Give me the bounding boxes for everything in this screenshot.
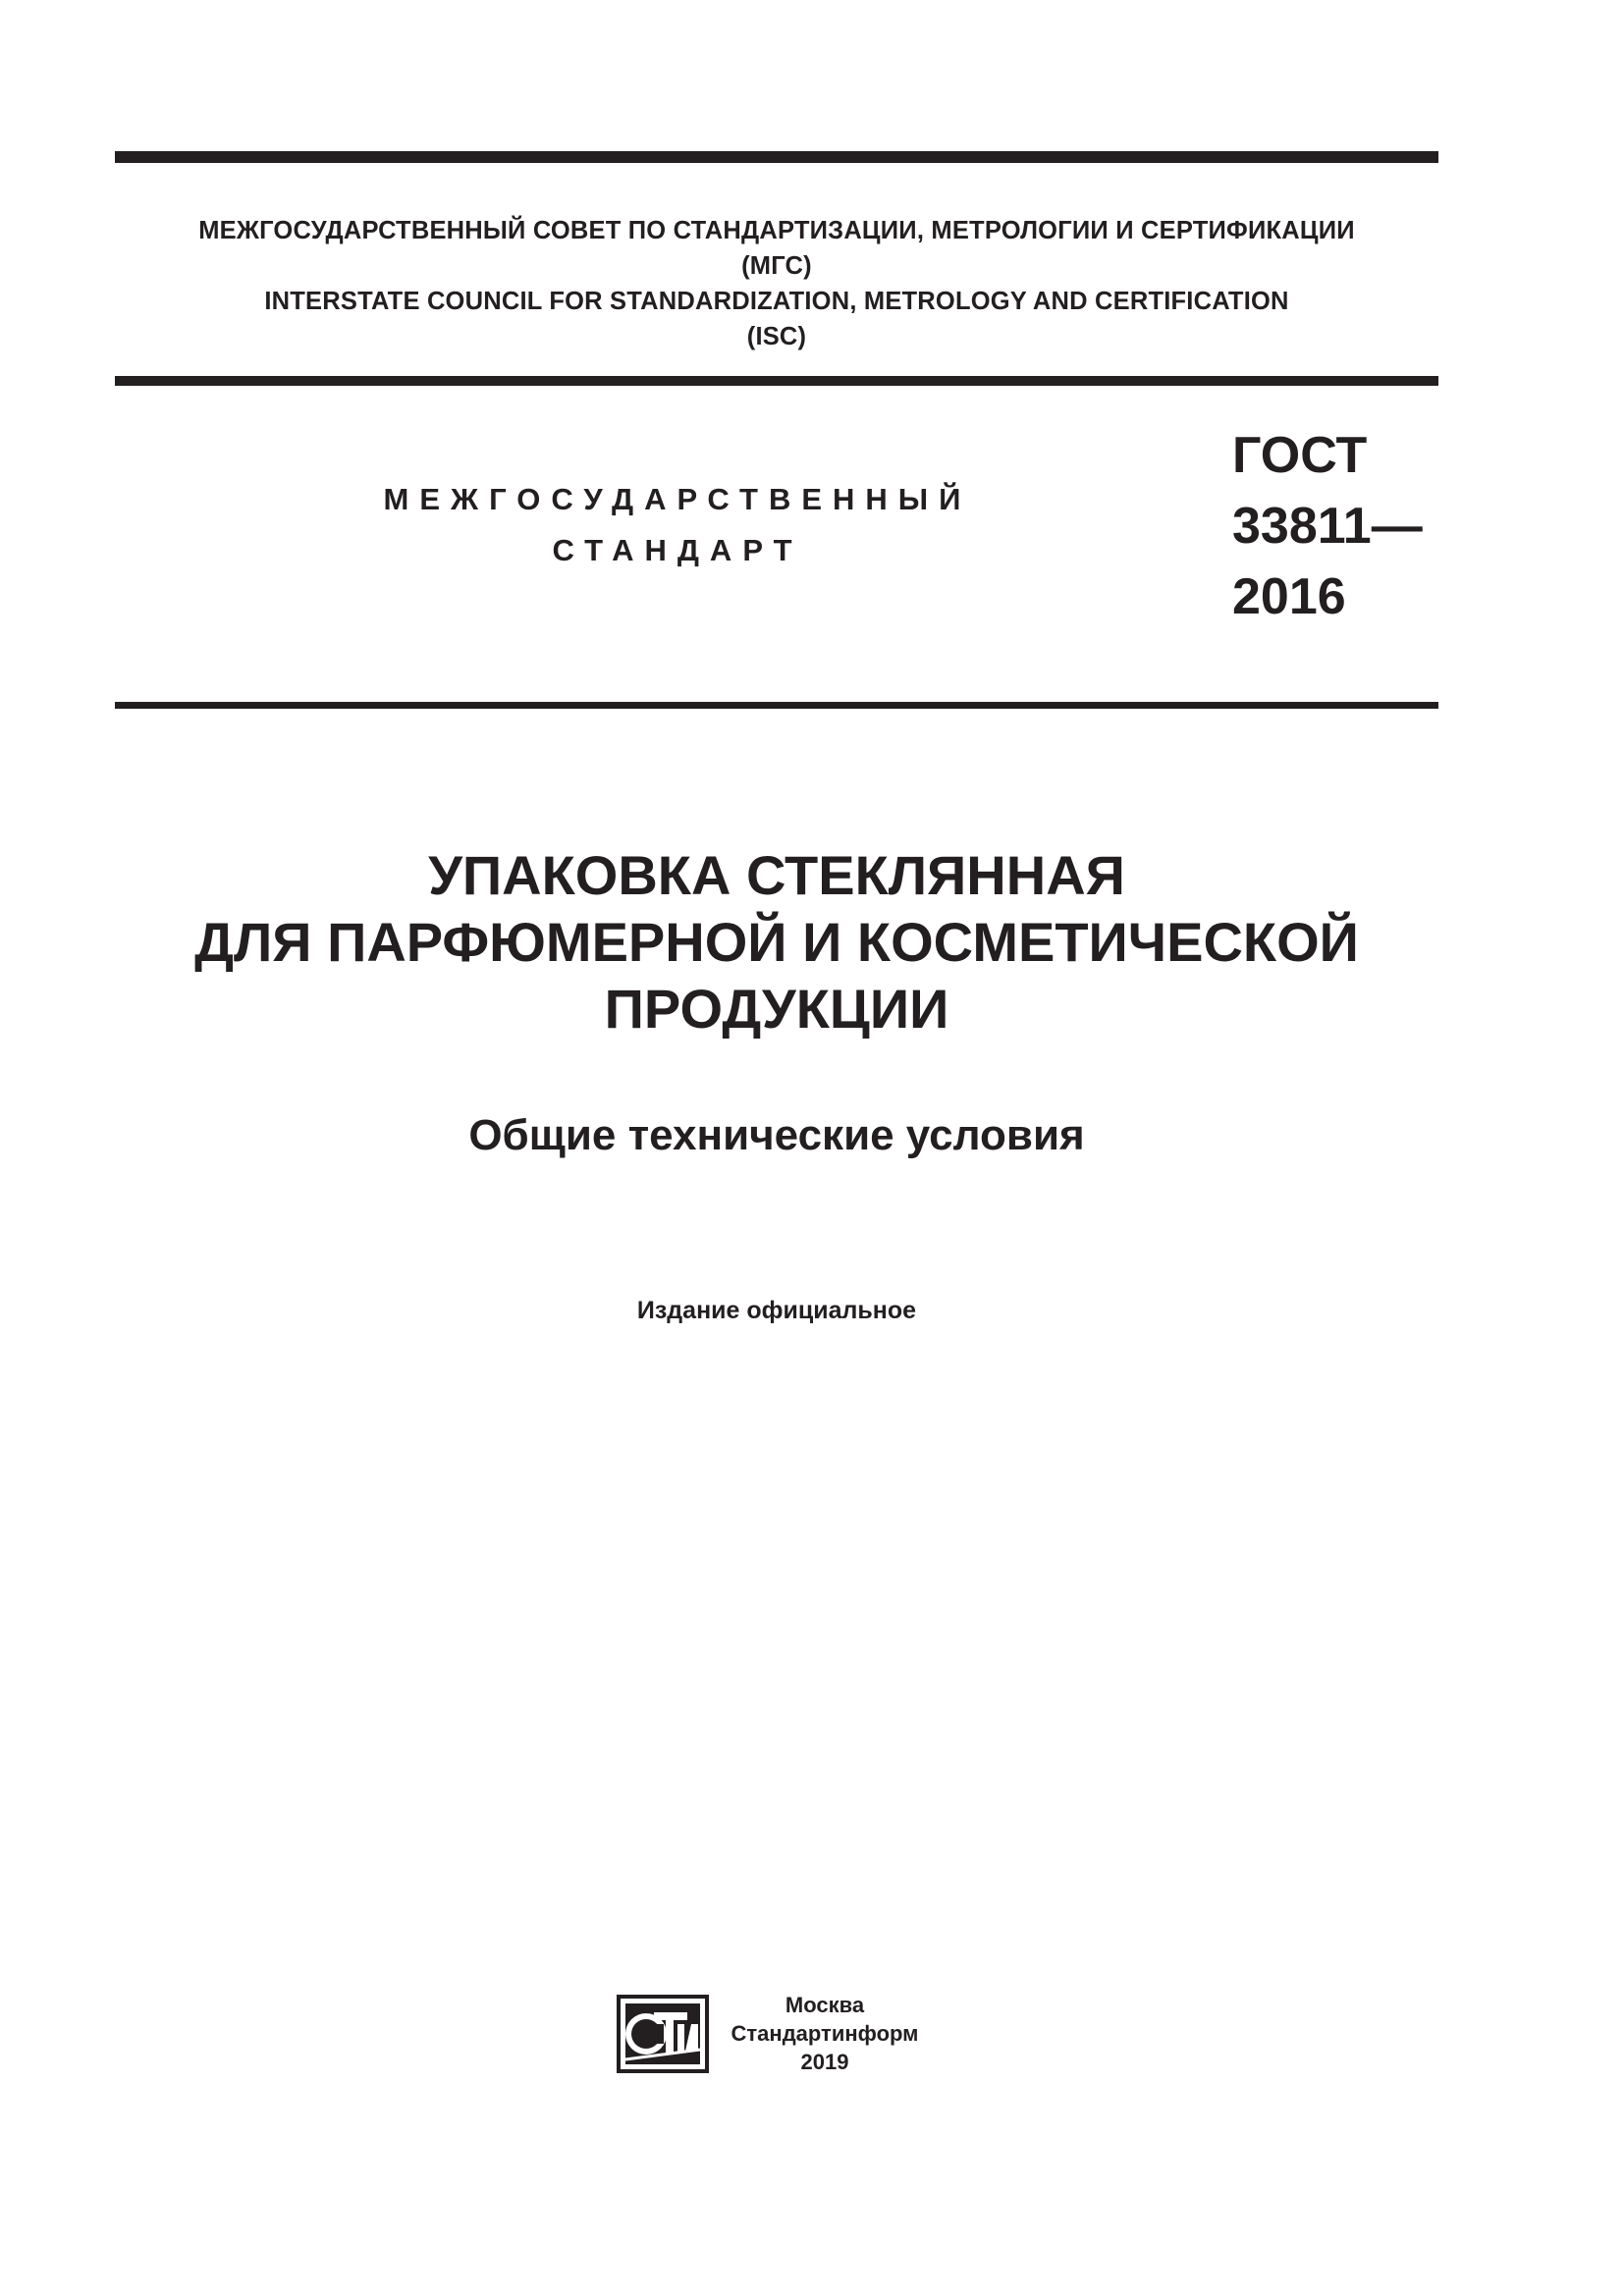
document-title [115,842,1438,1042]
designation-rule [115,702,1438,709]
council-name-en: INTERSTATE COUNCIL FOR STANDARDIZATION, METROLOGY AND CERTIFICATION [264,288,1289,315]
top-rule [115,151,1438,163]
document-subtitle: Общие технические условия [468,1111,1085,1159]
title-line2: ДЛЯ ПАРФЮМЕРНОЙ И КОСМЕТИЧЕСКОЙ [194,911,1359,973]
designation-prefix: ГОСТ [1232,427,1368,484]
standard-type-line1: МЕЖГОСУДАРСТВЕННЫЙ [383,482,972,516]
publisher-year: 2019 [800,2050,849,2074]
publisher-imprint [727,1991,923,2076]
council-abbr-ru: (МГС) [741,252,812,280]
standard-type-line2: СТАНДАРТ [552,533,803,567]
standard-designation [1232,420,1423,632]
standartinform-logo-icon [617,1995,709,2073]
council-header [115,213,1438,354]
title-line1: УПАКОВКА СТЕКЛЯННАЯ [428,844,1125,906]
designation-year: 2016 [1232,568,1346,625]
publisher-city: Москва [785,1993,865,2017]
standard-type [363,474,992,576]
council-name-ru: МЕЖГОСУДАРСТВЕННЫЙ СОВЕТ ПО СТАНДАРТИЗАЦИИ, МЕТРОЛОГИИ И СЕРТИФИКАЦИИ [198,217,1355,244]
header-rule [115,376,1438,386]
council-abbr-en: (ISC) [746,323,807,350]
edition-note: Издание официальное [636,1297,917,1324]
publisher-name: Стандартинформ [731,2021,919,2046]
title-line3: ПРОДУКЦИИ [604,978,949,1040]
designation-number: 33811— [1232,498,1423,555]
